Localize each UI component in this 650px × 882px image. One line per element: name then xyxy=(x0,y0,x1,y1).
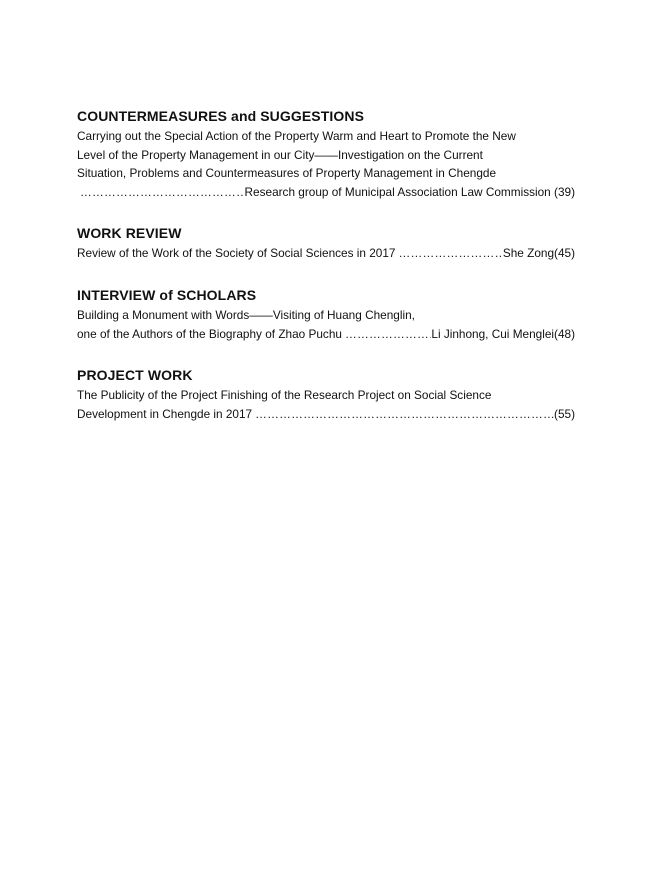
entry-author-page: She Zong(45) xyxy=(502,246,575,261)
toc-section-interview xyxy=(77,287,575,343)
entry-line: Building a Monument with Words——Visiting of Huang Chenglin, xyxy=(77,307,415,322)
dot-leader xyxy=(342,325,431,344)
section-title: COUNTERMEASURES and SUGGESTIONS xyxy=(77,108,365,124)
toc-section-project-work xyxy=(77,367,575,423)
dot-leader xyxy=(252,405,554,424)
dot-leader xyxy=(395,244,502,263)
toc-section-work-review xyxy=(77,225,575,263)
toc-entry-leader-line[interactable] xyxy=(77,244,575,263)
toc-entry-leader-line[interactable] xyxy=(77,405,575,424)
entry-title-end: Development in Chengde in 2017 xyxy=(77,406,253,421)
entry-title-end: one of the Authors of the Biography of Zhao Puchu xyxy=(77,326,342,341)
entry-line: Carrying out the Special Action of the Property Warm and Heart to Promote the New xyxy=(77,129,516,143)
table-of-contents xyxy=(77,108,575,447)
dot-leader xyxy=(77,183,245,202)
section-title: WORK REVIEW xyxy=(77,225,182,242)
entry-line: Situation, Problems and Countermeasures of Property Management in Chengde xyxy=(77,166,497,181)
section-title: INTERVIEW of SCHOLARS xyxy=(77,286,257,303)
entry-title-end: Review of the Work of the Society of Social Sciences in 2017 xyxy=(77,246,396,261)
section-title: PROJECT WORK xyxy=(77,367,193,384)
toc-entry-leader-line[interactable] xyxy=(77,325,575,344)
entry-author-page: Li Jinhong, Cui Menglei(48) xyxy=(431,326,575,341)
entry-line: Level of the Property Management in our City——Investigation on the Current xyxy=(77,147,483,162)
entry-author-page: (55) xyxy=(554,406,575,421)
entry-line: The Publicity of the Project Finishing of the Research Project on Social Science xyxy=(77,388,492,403)
toc-section-countermeasures xyxy=(77,108,575,201)
toc-entry-leader-line[interactable] xyxy=(77,183,575,202)
entry-author-page: Research group of Municipal Association Law Commission (39) xyxy=(244,184,575,199)
